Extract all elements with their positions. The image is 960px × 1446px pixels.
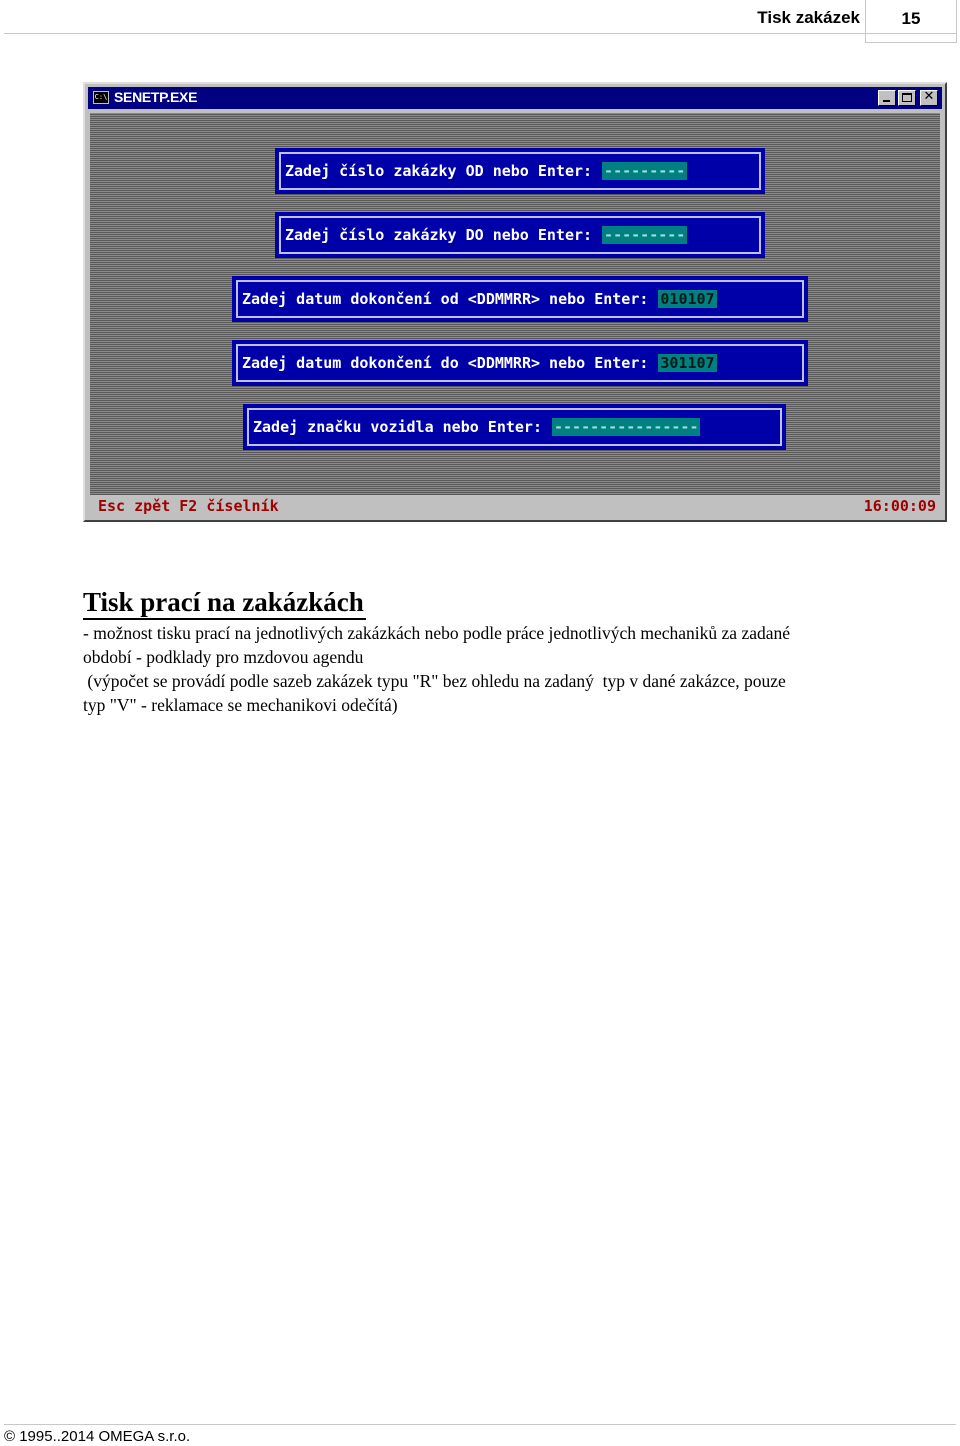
section-title: Tisk prací na zakázkách [83,586,366,620]
minimize-icon [883,100,890,102]
prompt-vehicle-plate [243,404,786,450]
page-number: 15 [865,0,957,43]
body-line: - možnost tisku prací na jednotlivých zakázkách nebo podle práce jednotlivých mechaniků za zadané [83,623,791,643]
status-clock: 16:00:09 [863,497,936,515]
window-title: SENETP.EXE [114,89,198,105]
prompt-order-from [275,148,765,194]
header-divider [4,33,956,34]
status-keys: Esc zpět F2 číselník [98,497,279,515]
body-line: (výpočet se provádí podle sazeb zakázek typu "R" bez ohledu na zadaný typ v dané zakázce, pouze [83,671,786,691]
body-line: období - podklady pro mzdovou agendu [83,647,364,667]
close-button[interactable] [920,90,938,106]
date-to-input[interactable]: 301107 [660,354,715,372]
minimize-button[interactable] [878,90,896,106]
console-area [90,113,940,517]
prompt-date-from [232,276,808,322]
order-to-input[interactable]: --------- [604,226,686,244]
window-titlebar[interactable] [88,87,942,109]
maximize-icon [902,93,912,102]
prompt-label: Zadej datum dokončení od <DDMMRR> nebo Enter: [242,290,649,308]
page-header-title: Tisk zakázek [757,8,860,27]
prompt-order-to [275,212,765,258]
prompt-date-to [232,340,808,386]
section-body [83,621,953,717]
prompt-label: Zadej značku vozidla nebo Enter: [253,418,542,436]
prompt-label: Zadej datum dokončení do <DDMMRR> nebo Enter: [242,354,649,372]
body-line: typ "V" - reklamace se mechanikovi odečítá) [83,695,398,715]
prompt-label: Zadej číslo zakázky DO nebo Enter: [285,226,593,244]
footer-copyright: © 1995..2014 OMEGA s.r.o. [4,1428,191,1445]
console-window [83,82,947,522]
maximize-button[interactable] [898,90,916,106]
footer-divider [4,1424,956,1425]
prompt-label: Zadej číslo zakázky OD nebo Enter: [285,162,593,180]
vehicle-plate-input[interactable]: ---------------- [553,418,699,436]
close-icon: ✕ [923,89,935,104]
order-from-input[interactable]: --------- [604,162,686,180]
console-icon[interactable]: C:\ [93,91,109,104]
status-bar [90,495,940,517]
date-from-input[interactable]: 010107 [660,290,715,308]
